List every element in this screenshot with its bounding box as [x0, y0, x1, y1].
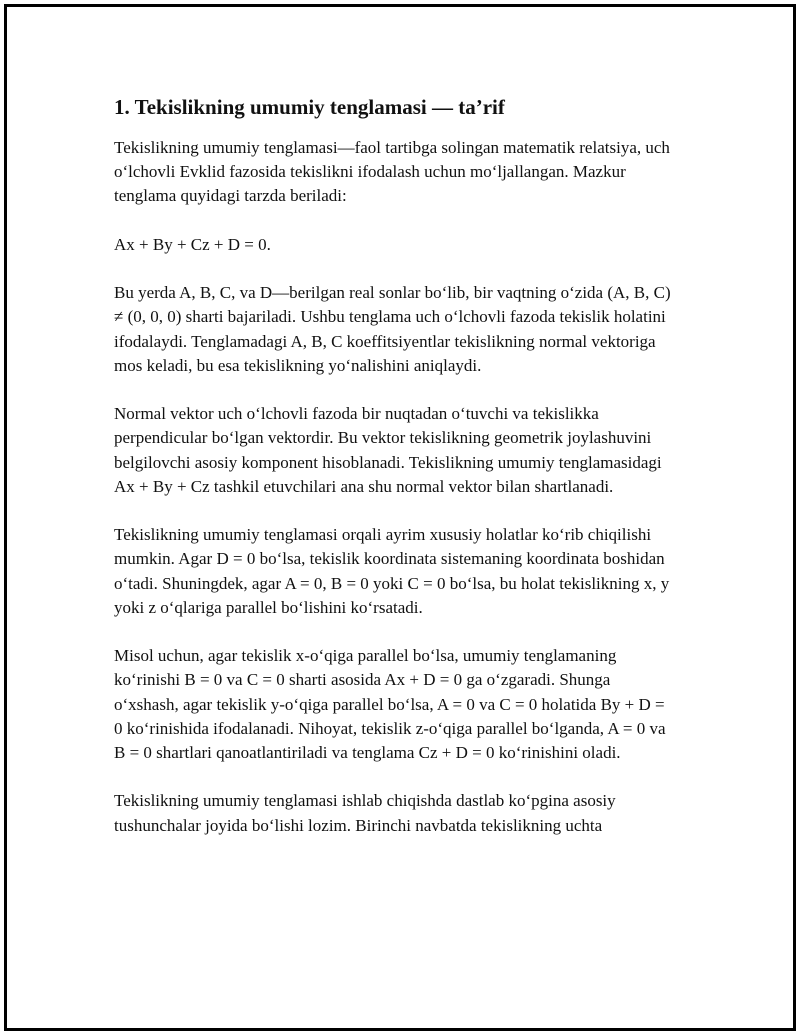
- paragraph-axis-parallel: Misol uchun, agar tekislik x-o‘qiga parallel bo‘lsa, umumiy tenglamaning ko‘rinishi B = 0 va C = 0 sharti asosida Ax + D = 0 ga o‘zgaradi. Shunga o‘xshash, agar tekislik y-o‘qiga parallel bo‘lsa, A = 0 va C = 0 holatida By + D = 0 ko‘rinishida ifodalanadi. Nihoyat, tekislik z-o‘qiga parallel bo‘lganda, A = 0 va B = 0 shartlari qanoatlantiriladi va tenglama Cz + D = 0 ko‘rinishini oladi.: [114, 646, 666, 762]
- document-body: [114, 92, 674, 862]
- document-title: 1. Tekislikning umumiy tenglamasi — ta’rif: [114, 95, 505, 119]
- paragraph-derivation: Tekislikning umumiy tenglamasi ishlab chiqishda dastlab ko‘pgina asosiy tushunchalar joyida bo‘lishi lozim. Birinchi navbatda tekislikning uchta: [114, 791, 616, 835]
- paragraph-coefficients: Bu yerda A, B, C, va D—berilgan real sonlar bo‘lib, bir vaqtning o‘zida (A, B, C) ≠ (0, 0, 0) sharti bajariladi. Ushbu tenglama uch o‘lchovli fazoda tekislik holatini ifodalaydi. Tenglamadagi A, B, C koeffitsiyentlar tekislikning normal vektoriga mos keladi, bu esa tekislikning yo‘nalishini aniqlaydi.: [114, 283, 671, 375]
- paragraph-equation: Ax + By + Cz + D = 0.: [114, 234, 271, 254]
- paragraph-normal-vector: Normal vektor uch o‘lchovli fazoda bir nuqtadan o‘tuvchi va tekislikka perpendicular bo‘lgan vektordir. Bu vektor tekislikning geometrik joylashuvini belgilovchi asosiy komponent hisoblanadi. Tekislikning umumiy tenglamasidagi Ax + By + Cz tashkil etuvchilari ana shu normal vektor bilan shartlanadi.: [114, 404, 662, 496]
- paragraph-definition: Tekislikning umumiy tenglamasi—faol tartibga solingan matematik relatsiya, uch o‘lchovli Evklid fazosida tekislikni ifodalash uchun mo‘ljallangan. Mazkur tenglama quyidagi tarzda beriladi:: [114, 138, 670, 206]
- paragraph-special-cases: Tekislikning umumiy tenglamasi orqali ayrim xususiy holatlar ko‘rib chiqilishi mumkin. Agar D = 0 bo‘lsa, tekislik koordinata sistemaning koordinata boshidan o‘tadi. Shuningdek, agar A = 0, B = 0 yoki C = 0 bo‘lsa, bu holat tekislikning x, y yoki z o‘qlariga parallel bo‘lishini ko‘rsatadi.: [114, 525, 670, 617]
